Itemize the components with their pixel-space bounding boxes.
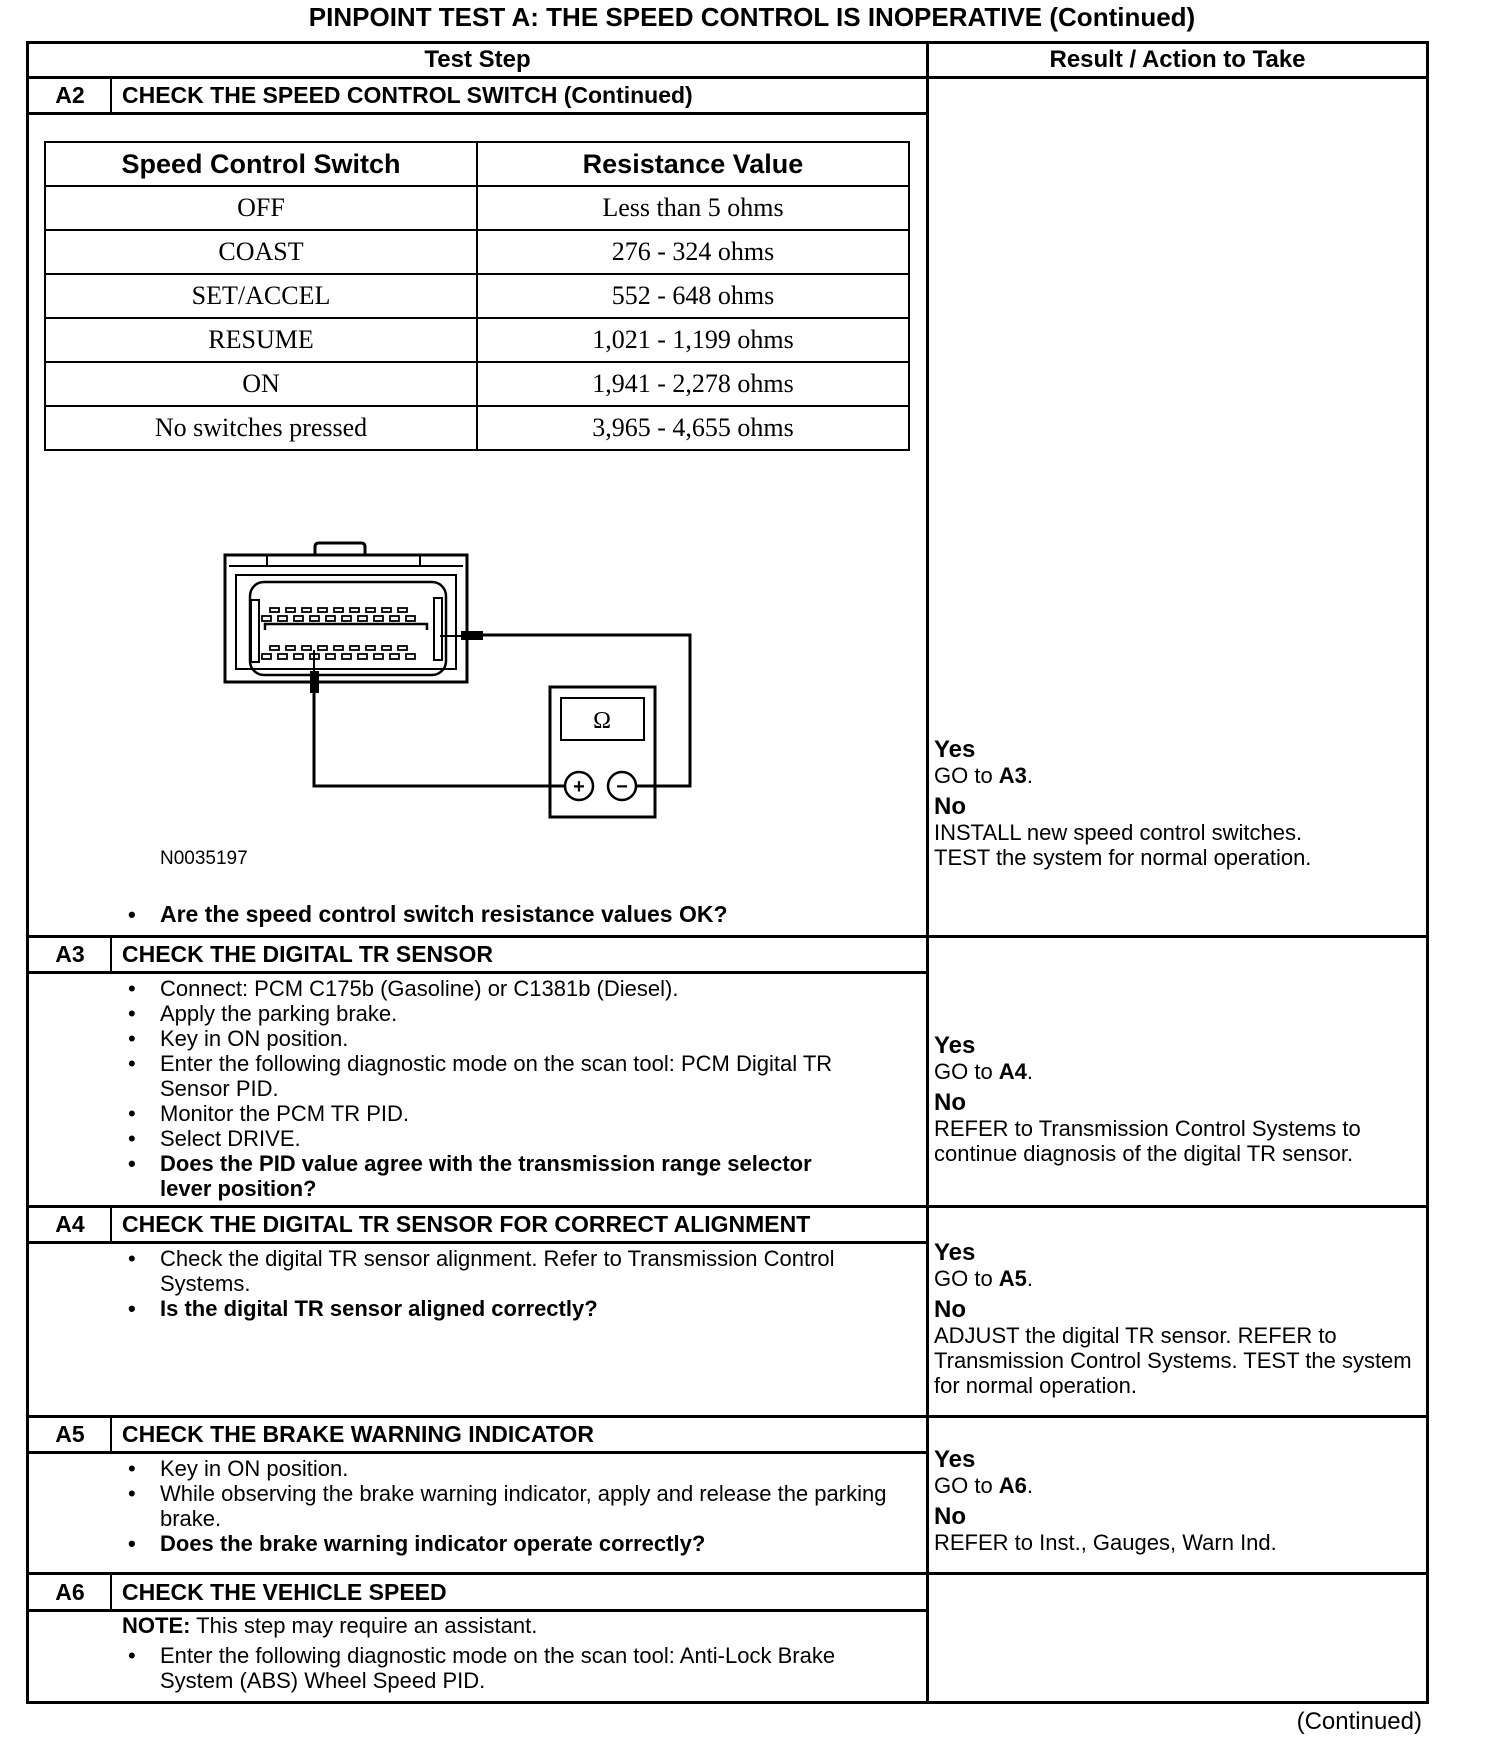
ohm-symbol: Ω: [593, 708, 611, 734]
step-title-a6: CHECK THE VEHICLE SPEED: [122, 1579, 447, 1605]
bullet: • Enter the following diagnostic mode on the scan tool: PCM Digital TR Sensor PID.: [123, 1051, 843, 1101]
switch-cell: SET/ACCEL: [45, 274, 477, 318]
step-a3-bullets: [123, 976, 843, 1201]
value-cell: 552 - 648 ohms: [477, 274, 909, 318]
value-cell: Less than 5 ohms: [477, 186, 909, 230]
step-header-divider: [26, 112, 928, 115]
yes-label: Yes: [934, 1446, 976, 1473]
bullet: • Monitor the PCM TR PID.: [123, 1101, 843, 1126]
goto-link-a4[interactable]: A4: [998, 1059, 1027, 1084]
step-header-divider: [26, 1609, 928, 1612]
no-action: INSTALL new speed control switches. TEST the system for normal operation.: [934, 820, 1312, 870]
bullet: • Select DRIVE.: [123, 1126, 843, 1151]
switch-cell: OFF: [45, 186, 477, 230]
switch-cell: COAST: [45, 230, 477, 274]
step-id-divider: [110, 1417, 112, 1452]
step-a5-bullets: [123, 1456, 893, 1556]
result-a3: [934, 1033, 1424, 1172]
step-a4-bullets: [123, 1246, 883, 1321]
step-title-a3: CHECK THE DIGITAL TR SENSOR: [122, 941, 493, 967]
step-id-a6: A6: [55, 1579, 85, 1605]
minus-terminal-icon: −: [616, 776, 628, 798]
switch-cell: No switches pressed: [45, 406, 477, 450]
note-label: NOTE:: [122, 1613, 191, 1638]
goto-link-a5[interactable]: A5: [998, 1266, 1027, 1291]
no-label: No: [934, 1089, 966, 1116]
step-id-divider: [110, 937, 112, 972]
goto-link-a3[interactable]: A3: [998, 763, 1027, 788]
step-id-divider: [110, 77, 112, 113]
switch-cell: ON: [45, 362, 477, 406]
bullet: • Connect: PCM C175b (Gasoline) or C1381b (Diesel).: [123, 976, 843, 1001]
page-title: PINPOINT TEST A: THE SPEED CONTROL IS INOPERATIVE (Continued): [308, 2, 1196, 32]
table-row: [45, 230, 909, 274]
step-header-divider: [26, 1241, 928, 1244]
step-id-divider: [110, 1207, 112, 1242]
yes-action: GO to A5.: [934, 1266, 1034, 1291]
figure-id: N0035197: [160, 848, 248, 869]
no-label: No: [934, 1503, 966, 1530]
resistance-table-header-switch: Speed Control Switch: [45, 142, 477, 186]
table-row: [45, 362, 909, 406]
value-cell: 1,021 - 1,199 ohms: [477, 318, 909, 362]
resistance-table: [44, 141, 910, 451]
step-a6-note: [122, 1613, 537, 1638]
bullet: • Apply the parking brake.: [123, 1001, 843, 1026]
yes-action: GO to A3.: [934, 763, 1034, 788]
header-test-step: Test Step: [424, 46, 531, 73]
result-a2: [934, 737, 1424, 876]
bullet: • Enter the following diagnostic mode on the scan tool: Anti-Lock Brake System (ABS) Wheel Speed PID.: [123, 1643, 893, 1693]
ohmmeter-connector-diagram: [200, 530, 720, 830]
bullet-question: • Are the speed control switch resistance values OK?: [123, 902, 913, 927]
yes-label: Yes: [934, 1239, 976, 1266]
no-action: REFER to Inst., Gauges, Warn Ind.: [934, 1530, 1277, 1555]
plus-terminal-icon: +: [573, 776, 585, 798]
resistance-table-header-value: Resistance Value: [477, 142, 909, 186]
no-label: No: [934, 793, 966, 820]
header-result-action: Result / Action to Take: [1049, 46, 1306, 73]
step-header-divider: [26, 971, 928, 974]
step-title-a4: CHECK THE DIGITAL TR SENSOR FOR CORRECT ALIGNMENT: [122, 1211, 811, 1237]
bullet: • While observing the brake warning indicator, apply and release the parking brake.: [123, 1481, 893, 1531]
step-id-a2: A2: [55, 82, 85, 108]
bullet: • Key in ON position.: [123, 1026, 843, 1051]
bullet-question: • Does the PID value agree with the transmission range selector lever position?: [123, 1151, 843, 1201]
step-title-a5: CHECK THE BRAKE WARNING INDICATOR: [122, 1421, 594, 1447]
value-cell: 1,941 - 2,278 ohms: [477, 362, 909, 406]
step-header-divider: [26, 1451, 928, 1454]
result-a5: [934, 1447, 1424, 1561]
table-row: [45, 318, 909, 362]
bullet: • Key in ON position.: [123, 1456, 893, 1481]
value-cell: 276 - 324 ohms: [477, 230, 909, 274]
yes-action: GO to A6.: [934, 1473, 1034, 1498]
bullet: • Check the digital TR sensor alignment. Refer to Transmission Control Systems.: [123, 1246, 883, 1296]
no-action: ADJUST the digital TR sensor. REFER to Transmission Control Systems. TEST the system for normal operation.: [934, 1323, 1412, 1398]
step-id-a3: A3: [55, 941, 85, 967]
no-label: No: [934, 1296, 966, 1323]
table-row: [45, 406, 909, 450]
result-a4: [934, 1240, 1424, 1404]
value-cell: 3,965 - 4,655 ohms: [477, 406, 909, 450]
yes-action: GO to A4.: [934, 1059, 1034, 1084]
continued-footer: (Continued): [1296, 1708, 1422, 1735]
yes-label: Yes: [934, 736, 976, 763]
step-a6-bullets: [123, 1643, 893, 1693]
bullet-question: • Does the brake warning indicator operate correctly?: [123, 1531, 893, 1556]
step-id-a4: A4: [55, 1211, 85, 1237]
step-id-a5: A5: [55, 1421, 85, 1447]
yes-label: Yes: [934, 1032, 976, 1059]
note-text: This step may require an assistant.: [190, 1613, 538, 1638]
step-title-a2: CHECK THE SPEED CONTROL SWITCH (Continued): [122, 82, 693, 108]
column-divider: [926, 41, 929, 1704]
switch-cell: RESUME: [45, 318, 477, 362]
step-a2-bullets: [123, 902, 913, 927]
table-row: [45, 186, 909, 230]
goto-link-a6[interactable]: A6: [998, 1473, 1027, 1498]
no-action: REFER to Transmission Control Systems to continue diagnosis of the digital TR sensor.: [934, 1116, 1361, 1166]
table-row: [45, 274, 909, 318]
bullet-question: • Is the digital TR sensor aligned correctly?: [123, 1296, 883, 1321]
step-id-divider: [110, 1574, 112, 1610]
